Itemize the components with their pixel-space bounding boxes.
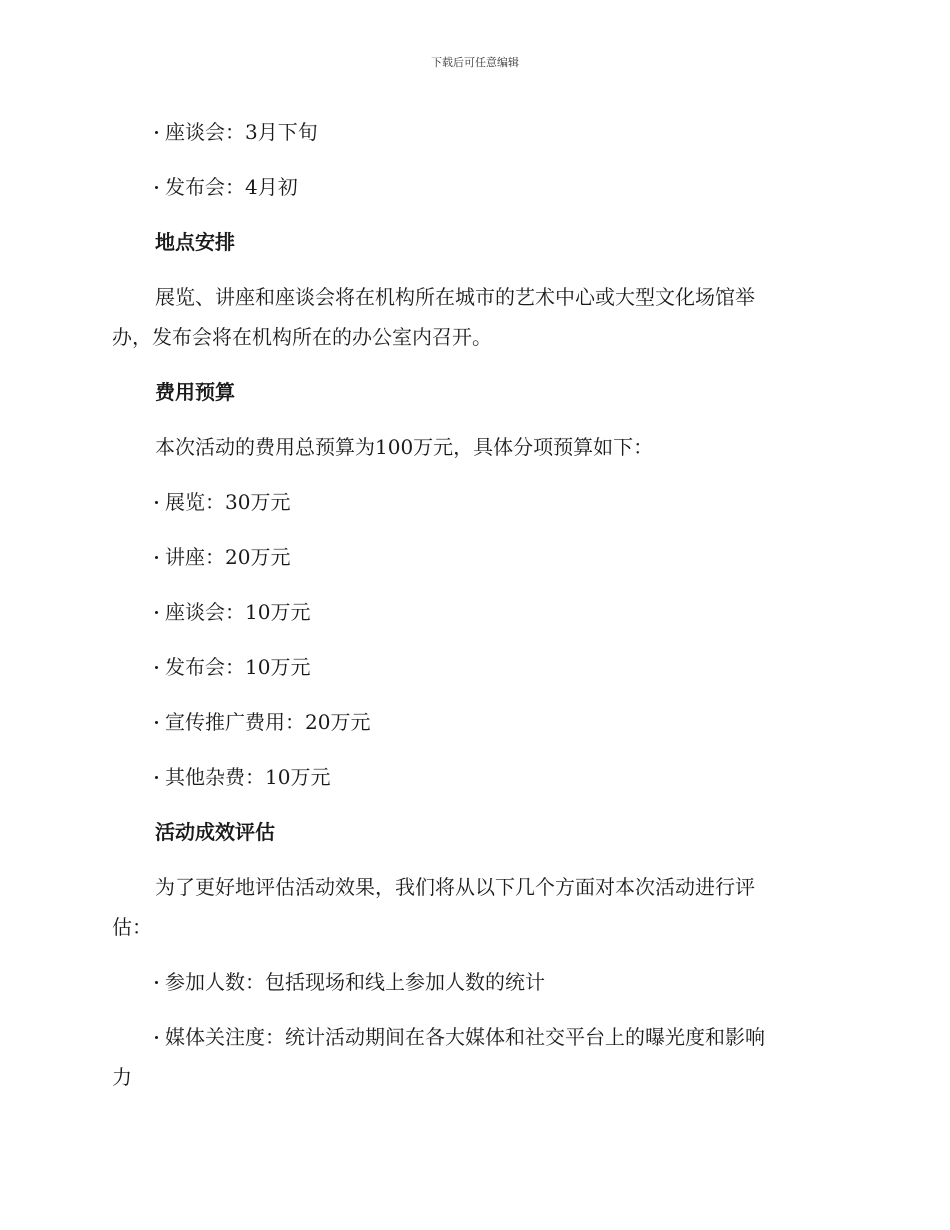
paragraph bbox=[112, 867, 832, 947]
bullet-text: 座谈会：10万元 bbox=[165, 600, 311, 624]
bullet-dot bbox=[155, 721, 158, 724]
bullet-dot bbox=[155, 611, 158, 614]
bullet-dot bbox=[155, 501, 158, 504]
section-heading: 活动成效评估 bbox=[155, 820, 275, 844]
bullet-text: 展览：30万元 bbox=[165, 490, 291, 514]
header-note: 下载后可任意编辑 bbox=[431, 56, 519, 69]
paragraph bbox=[112, 277, 832, 357]
paragraph-line: 力 bbox=[112, 1065, 132, 1089]
bullet-text: 发布会：4月初 bbox=[165, 175, 298, 199]
section-heading: 地点安排 bbox=[155, 230, 235, 254]
paragraph: 本次活动的费用总预算为100万元，具体分项预算如下： bbox=[155, 435, 654, 459]
bullet-item bbox=[112, 537, 832, 577]
paragraph-line: 估： bbox=[112, 915, 152, 939]
bullet-item bbox=[112, 112, 832, 152]
section-heading: 费用预算 bbox=[155, 380, 235, 404]
bullet-text: 媒体关注度：统计活动期间在各大媒体和社交平台上的曝光度和影响 bbox=[165, 1025, 765, 1049]
bullet-dot bbox=[155, 131, 158, 134]
bullet-item bbox=[112, 647, 832, 687]
bullet-text: 发布会：10万元 bbox=[165, 655, 311, 679]
bullet-item bbox=[112, 167, 832, 207]
bullet-dot bbox=[155, 666, 158, 669]
bullet-item bbox=[112, 592, 832, 632]
bullet-text: 宣传推广费用：20万元 bbox=[165, 710, 371, 734]
bullet-text: 讲座：20万元 bbox=[165, 545, 291, 569]
bullet-text: 其他杂费：10万元 bbox=[165, 765, 331, 789]
paragraph-line: 展览、讲座和座谈会将在机构所在城市的艺术中心或大型文化场馆举 bbox=[155, 285, 755, 309]
bullet-dot bbox=[155, 186, 158, 189]
bullet-dot bbox=[155, 981, 158, 984]
paragraph-line: 为了更好地评估活动效果，我们将从以下几个方面对本次活动进行评 bbox=[155, 875, 755, 899]
bullet-item bbox=[112, 482, 832, 522]
bullet-item bbox=[112, 962, 832, 1002]
bullet-item-wrapped bbox=[112, 1017, 832, 1097]
bullet-dot bbox=[155, 1036, 158, 1039]
bullet-dot bbox=[155, 776, 158, 779]
bullet-text: 座谈会：3月下旬 bbox=[165, 120, 318, 144]
document-body bbox=[112, 112, 832, 1112]
paragraph-line bbox=[112, 1017, 832, 1057]
bullet-dot bbox=[155, 556, 158, 559]
bullet-item bbox=[112, 702, 832, 742]
bullet-item bbox=[112, 757, 832, 797]
paragraph-line: 办，发布会将在机构所在的办公室内召开。 bbox=[112, 325, 492, 349]
bullet-text: 参加人数：包括现场和线上参加人数的统计 bbox=[165, 970, 545, 994]
